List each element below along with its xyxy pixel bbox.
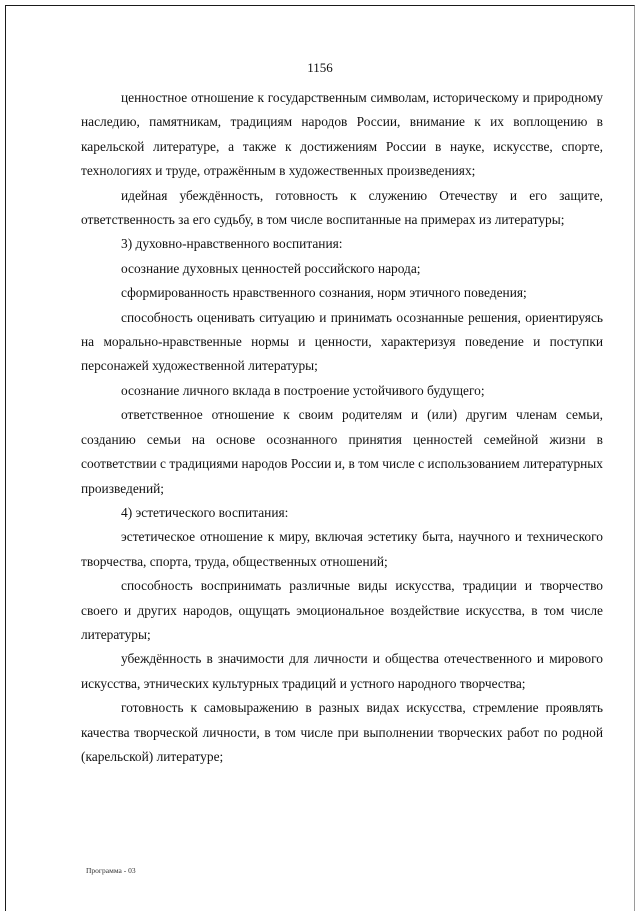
paragraph: убеждённость в значимости для личности и общества отечественного и мирового искусства, этнических культурных традиций и устного народного творчества; — [81, 651, 603, 691]
paragraph: способность воспринимать различные виды искусства, традиции и творчество своего и других народов, ощущать эмоциональное воздействие искусства, в том числе литературы; — [81, 578, 603, 642]
paragraph: сформированность нравственного сознания, норм этичного поведения; — [121, 285, 527, 301]
paragraph: ответственное отношение к своим родителям и (или) другим членам семьи, созданию семьи на основе осознанного принятия ценностей семейной жизни в соответствии с традициями народов России и, в том числе с использованием литературных произведений; — [81, 407, 603, 496]
paragraph: эстетическое отношение к миру, включая эстетику быта, научного и технического творчества, спорта, труда, общественных отношений; — [81, 529, 603, 569]
document-body — [81, 86, 603, 769]
paragraph: готовность к самовыражению в разных видах искусства, стремление проявлять качества творческой личности, в том числе при выполнении творческих работ по родной (карельской) литературе; — [81, 700, 603, 764]
footer-label: Программа - 03 — [86, 866, 136, 875]
paragraph: осознание личного вклада в построение устойчивого будущего; — [121, 382, 485, 398]
paragraph: 4) эстетического воспитания: — [121, 504, 289, 520]
paragraph: ценностное отношение к государственным символам, историческому и природному наследию, памятникам, традициям народов России, внимание к их воплощению в карельской литературе, а также к достижениям России в науке, искусстве, спорте, технологиях и труде, отражённым в художественных произведениях; — [81, 90, 603, 179]
paragraph: способность оценивать ситуацию и принимать осознанные решения, ориентируясь на морально-нравственные нормы и ценности, характеризуя поведение и поступки персонажей художественной литературы; — [81, 309, 603, 374]
document-page — [5, 5, 635, 911]
page-number: 1156 — [307, 60, 333, 75]
paragraph: 3) духовно-нравственного воспитания: — [121, 236, 343, 252]
paragraph: идейная убеждённость, готовность к служению Отечеству и его защите, ответственность за его судьбу, в том числе воспитанные на примерах из литературы; — [81, 187, 603, 228]
paragraph: осознание духовных ценностей российского народа; — [121, 260, 421, 276]
